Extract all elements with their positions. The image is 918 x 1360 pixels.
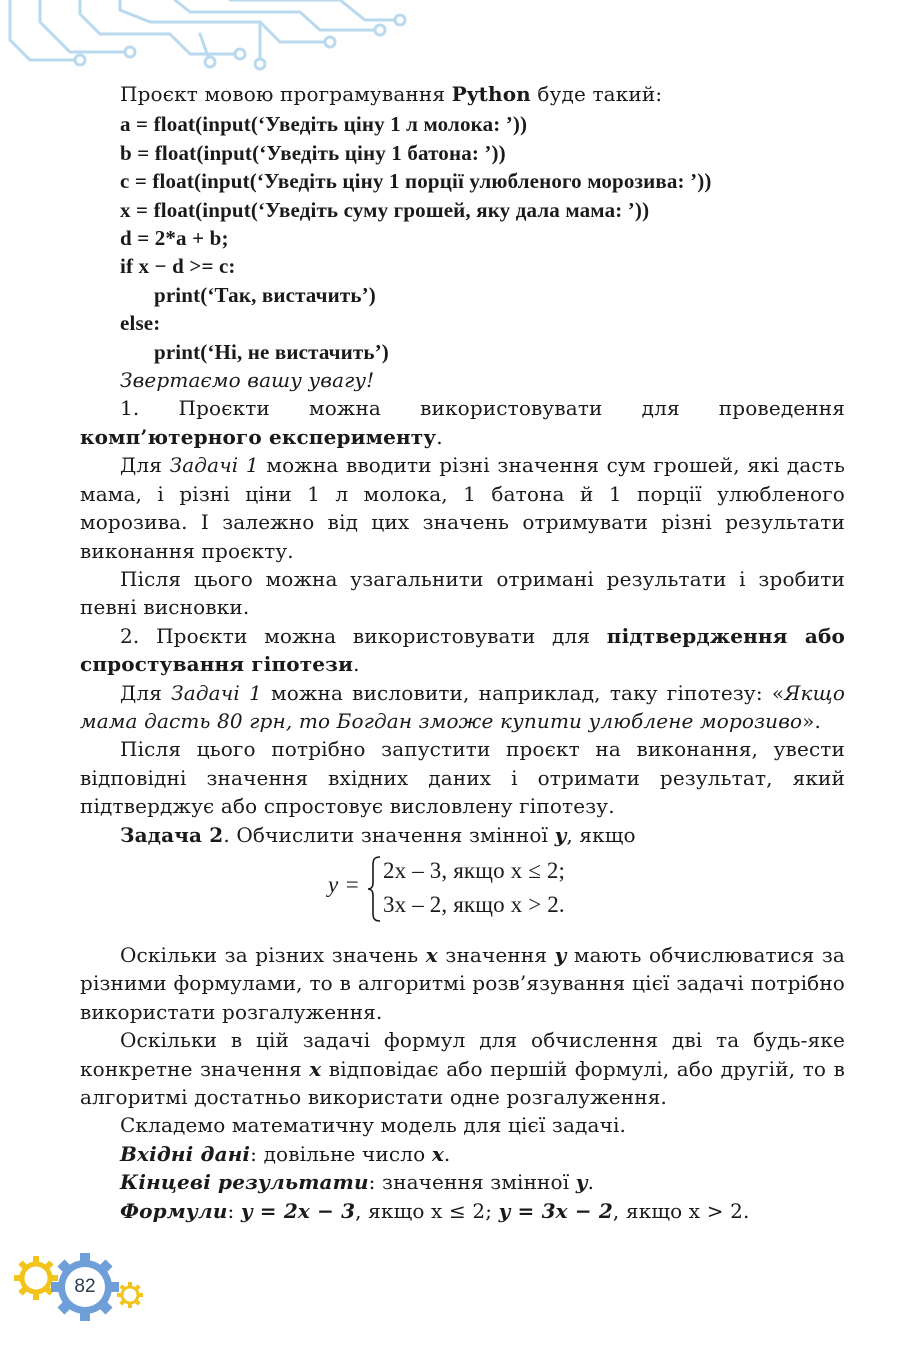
- page-number: 82: [74, 1276, 96, 1297]
- paragraph: 2. Проєкти можна використовувати для підтвердження або спростування гіпотези.: [80, 623, 845, 677]
- model-inputs: Вхідні дані: довільне число x.: [120, 1141, 451, 1166]
- code-line: a = float(input(‘Уведіть ціну 1 л молока: ’)): [120, 112, 528, 137]
- piecewise-formula: [80, 853, 845, 925]
- brace-icon: [366, 855, 382, 923]
- formula-lhs: y =: [328, 871, 360, 897]
- code-line: c = float(input(‘Уведіть ціну 1 порції улюбленого морозива: ’)): [120, 169, 712, 194]
- model-formulas: Формули: y = 2x − 3, якщо x ≤ 2; y = 3x − 2, якщо x > 2.: [120, 1198, 750, 1223]
- code-line: print(‘Так, вистачить’): [154, 282, 376, 307]
- paragraph: Оскільки в цій задачі формул для обчислення дві та будь-яке конкретне значення x відповідає або першій формулі, або другій, то в алгоритмі достатньо використати одне розгалуження.: [80, 1028, 845, 1109]
- circuit-decoration: [0, 0, 430, 72]
- attention-note: Звертаємо вашу увагу!: [120, 368, 375, 393]
- task-statement: Задача 2. Обчислити значення змінної y, якщо: [120, 822, 636, 847]
- code-line: b = float(input(‘Уведіть ціну 1 батона: ’)): [120, 140, 506, 165]
- paragraph: Після цього можна узагальнити отримані результати і зробити певні висновки.: [80, 566, 845, 620]
- paragraph: Для Задачі 1 можна вводити різні значення сум грошей, які дасть мама, і різні ціни 1 л молока, 1 батона й 1 порції улюбленого морозива. І залежно від цих значень отримувати різні результати виконання проєкту.: [80, 453, 845, 563]
- code-line: else:: [120, 311, 161, 336]
- code-line: x = float(input(‘Уведіть суму грошей, яку дала мама: ’)): [120, 197, 650, 222]
- code-line: print(‘Ні, не вистачить’): [154, 339, 389, 364]
- model-results: Кінцеві результати: значення змінної y.: [120, 1170, 595, 1195]
- code-line: if x − d >= c:: [120, 254, 236, 279]
- formula-case-2: 3x – 2, якщо x > 2.: [383, 891, 565, 917]
- paragraph: Оскільки за різних значень x значення y мають обчислюватися за різними формулами, то в алгоритмі розв’язування цієї задачі потрібно використати розгалуження.: [80, 942, 845, 1024]
- page-content: [80, 80, 845, 1225]
- paragraph: Після цього потрібно запустити проєкт на виконання, увести відповідні значення вхідних даних і отримати результат, який підтверджує або спростовує висловлену гіпотезу.: [80, 737, 845, 819]
- code-line: d = 2*a + b;: [120, 226, 229, 251]
- small-yellow-gear-icon: [117, 1282, 143, 1308]
- paragraph: Складемо математичну модель для цієї задачі.: [120, 1113, 627, 1138]
- paragraph: Для Задачі 1 можна висловити, наприклад, таку гіпотезу: «Якщо мама дасть 80 грн, то Богдан зможе купити улюблене морозиво».: [80, 680, 846, 733]
- intro-line: Проєкт мовою програмування Python буде такий:: [120, 82, 663, 106]
- paragraph: 1. Проєкти можна використовувати для проведення комп’ютерного експерименту.: [80, 396, 845, 449]
- code-block: [80, 110, 845, 366]
- yellow-gear-icon: [14, 1256, 58, 1300]
- formula-case-1: 2x – 3, якщо x ≤ 2;: [383, 857, 566, 883]
